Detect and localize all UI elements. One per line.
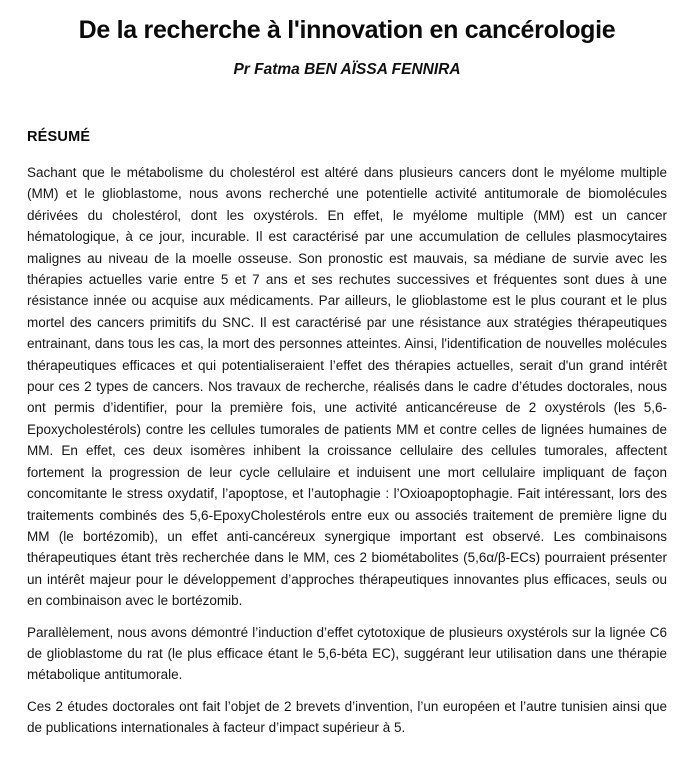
abstract-paragraph-2: Parallèlement, nous avons démontré l’induction d’effet cytotoxique de plusieurs oxystérols sur la lignée C6 de glioblastome du rat (le plus efficace étant le 5,6-béta EC), suggérant leur utilisation dans une thérapie métabolique antitumorale. <box>27 624 667 683</box>
author-byline: Pr Fatma BEN AÏSSA FENNIRA <box>233 61 461 78</box>
section-heading-resume: RÉSUMÉ <box>27 129 91 145</box>
abstract-body <box>27 162 667 739</box>
abstract-paragraph-1: Sachant que le métabolisme du cholestérol est altéré dans plusieurs cancers dont le myélome multiple (MM) et le glioblastome, nous avons recherché une potentielle activité antitumorale de biomolécules dérivées du cholestérol, dont les oxystérols. En effet, le myélome multiple (MM) est un cancer hématologique, à ce jour, incurable. Il est caractérisé par une accumulation de cellules plasmocytaires malignes au niveau de la moelle osseuse. Son pronostic est mauvais, sa médiane de survie avec les thérapies actuelles varie entre 5 et 7 ans et ses rechutes successives et fréquentes sont dues à une résistance innée ou acquise aux médicaments. Par ailleurs, le glioblastome est le plus courant et le plus mortel des cancers primitifs du SNC. Il est caractérisé par une résistance aux stratégies thérapeutiques entrainant, dans tous les cas, la mort des personnes atteintes. Ainsi, l'identification de nouvelles molécules thérapeutiques efficaces et qui potentialiseraient l’effet des thérapies actuelles, serait d'un grand intérêt pour ces 2 types de cancers. Nos travaux de recherche, réalisés dans le cadre d’études doctorales, nous ont permis d’identifier, pour la première fois, une activité anticancéreuse de 2 oxystérols (les 5,6-Epoxycholestérols) contre les cellules tumorales de patients MM et contre celles de lignées humaines de MM. En effet, ces deux isomères inhibent la croissance cellulaire des cellules tumorales, affectent fortement la progression de leur cycle cellulaire et induisent une mort cellulaire impliquant de façon concomitante le stress oxydatif, l’apoptose, et l’autophagie : l’Oxioapoptophagie. Fait intéressant, lors des traitements combinés des 5,6-EpoxyCholestérols entre eux ou associés traitement de première ligne du MM (le bortézomib), un effet anti-cancéreux synergique important est observé. Les combinaisons thérapeutiques étant très recherchée dans le MM, ces 2 biométabolites (5,6α/β-ECs) pourraient présenter un intérêt majeur pour le développement d’approches thérapeutiques innovantes plus efficaces, seuls ou en combinaison avec le bortézomib. <box>27 165 667 609</box>
document-title: De la recherche à l'innovation en cancérologie <box>78 16 616 44</box>
abstract-paragraph-3: Ces 2 études doctorales ont fait l’objet de 2 brevets d’invention, l’un européen et l’autre tunisien ainsi que de publications internationales à facteur d’impact supérieur à 5. <box>27 698 667 736</box>
